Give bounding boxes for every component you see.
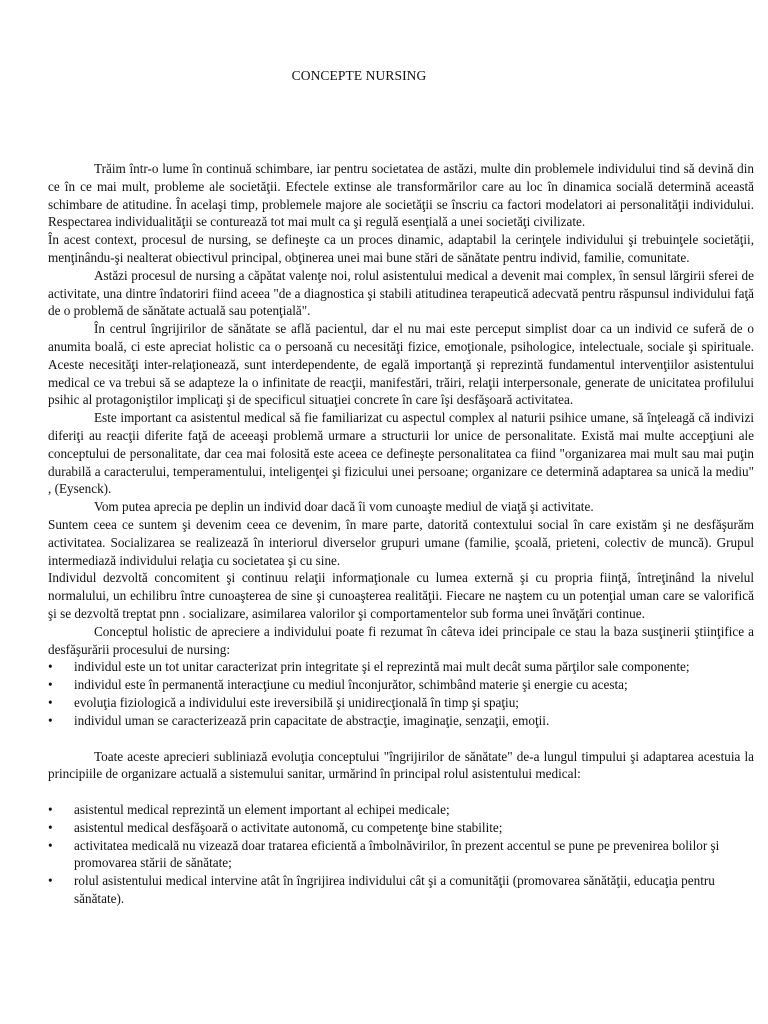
nurse-role-list [48, 801, 754, 908]
paragraph-9: Conceptul holistic de apreciere a individului poate fi rezumat în câteva idei principale ce stau la baza susţinerii ştiinţifice a desfăşurării procesului de nursing: [48, 623, 754, 657]
bullet-icon: • [48, 712, 53, 728]
bullet-icon: • [48, 837, 53, 853]
paragraph-2: În acest context, procesul de nursing, se defineşte ca un proces dinamic, adaptabil la cerinţele individului şi trebuinţele societăţii, menţinându-şi nealterat obiectivul principal, obţinerea unei mai bune stări de sănătate pentru individ, familie, comunitate. [48, 232, 754, 265]
paragraph-8: Individul dezvoltă concomitent şi continuu relaţii informaţionale cu lumea externă şi cu propria fiinţă, întreţinând la nivelul normalului, un echilibru între cunoaşterea de sine şi cunoaşterea realităţii. Fiecare ne naştem cu un potenţial uman care se valorifică şi se dezvoltă treptat pnn . socializare, asimilarea valorilor şi comportamentelor sub forma unei învăţări continue. [48, 570, 754, 621]
spacer [48, 783, 754, 801]
paragraph-6: Vom putea aprecia pe deplin un individ doar dacă îi vom cunoaşte mediul de viaţă şi activitate. [94, 499, 594, 515]
bullet-icon: • [48, 802, 53, 818]
bullet-icon: • [48, 873, 53, 889]
paragraph-3: Astăzi procesul de nursing a căpătat valenţe noi, rolul asistentului medical a devenit mai complex, în sensul lărgirii sferei de activitate, una dintre îndatoriri fiind aceea "de a diagnostica şi stabili atitudinea terapeutică adecvată pentru răspunsul individului faţă de o problemă de sănătate actuală sau potenţială". [48, 267, 754, 319]
bullet-icon: • [48, 694, 53, 710]
list-item-text: individul este în permanentă interacţiune cu mediul înconjurător, schimbând materie şi energie cu acesta; [74, 677, 628, 693]
principles-list [48, 658, 754, 729]
list-item [48, 694, 754, 712]
page-title: CONCEPTE NURSING [291, 68, 427, 83]
list-item-text: asistentul medical desfăşoară o activitate autonomă, cu competenţe bine stabilite; [74, 819, 503, 835]
document-body [48, 160, 754, 908]
list-item [48, 658, 754, 676]
paragraph-1: Trăim într-o lume în continuă schimbare, iar pentru societatea de astăzi, multe din problemele individului tind să devină din ce în ce mai mult, probleme ale societăţii. Efectele extinse ale transformărilor care au loc în dinamica socială determină această schimbare de atitudine. În acelaşi timp, problemele majore ale societăţii se înscriu ca factori modelatori ai personalităţii individului. Respectarea individualităţii se conturează tot mai mult ca şi regulă esenţială a unei societăţi civilizate. [48, 161, 754, 230]
paragraph-4: În centrul îngrijirilor de sănătate se află pacientul, dar el nu mai este perceput simplist doar ca un individ ce suferă de o anumita boală, ci este apreciat holistic ca o persoană cu necesităţi fizice, emoţionale, psihologice, intelectuale, sociale şi spirituale. Aceste necesităţi inter-relaţionează, sunt interdependente, de egală importanţă şi reprezintă fundamentul intervenţiilor asistentului medical ce va trebui să se adapteze la o infinitate de reacţii, manifestări, trăiri, relaţii interpersonale, generate de unicitatea profilului psihic al protagoniştilor implicaţi şi de specificul situaţiei concrete în care îşi desfăşoară activitatea. [48, 321, 754, 408]
list-item [48, 837, 754, 873]
list-item-text: rolul asistentului medical intervine atât în îngrijirea individului cât şi a comunităţii (promovarea sănătăţii, educaţia pentru sănătate). [74, 873, 715, 907]
bullet-icon: • [48, 819, 53, 835]
bullet-icon: • [48, 659, 53, 675]
list-item-text: asistentul medical reprezintă un element important al echipei medicale; [74, 802, 450, 818]
list-item [48, 712, 754, 730]
list-item-text: activitatea medicală nu vizează doar tratarea eficientă a îmbolnăvirilor, în prezent accentul se pune pe prevenirea bolilor şi promovarea stării de sănătate; [74, 837, 720, 871]
list-item-text: individul uman se caracterizează prin capacitate de abstracţie, imaginaţie, senzaţii, emoţii. [74, 712, 550, 728]
spacer [48, 730, 754, 748]
list-item [48, 872, 754, 908]
bullet-icon: • [48, 677, 53, 693]
list-item [48, 801, 754, 819]
paragraph-10: Toate aceste aprecieri subliniază evoluţia conceptului "îngrijirilor de sănătate" de-a lungul timpului şi adaptarea acestuia la principiile de organizare actuală a sistemului sanitar, urmărind în principal rolul asistentului medical: [48, 748, 754, 782]
paragraph-5: Este important ca asistentul medical să fie familiarizat cu aspectul complex al naturii psihice umane, să înţeleagă că indivizi diferiţi au reacţii diferite faţă de aceeaşi problemă urmare a structurii lor unice de personalitate. Există mai multe accepţiuni ale conceptului de personalitate, dar cea mai folosită este aceea ce defineşte personalitatea ca fiind "organizarea mai mult sau mai puţin durabilă a caracterului, temperamentului, inteligenţei şi fizicului unei persoane; organizare ce determină adaptarea sa unică la mediu" , (Eysenck). [48, 410, 754, 497]
list-item [48, 676, 754, 694]
paragraph-7: Suntem ceea ce suntem şi devenim ceea ce devenim, în mare parte, datorită contextului social în care existăm şi ne desfăşurăm activitatea. Socializarea se realizează în interiorul diverselor grupuri umane (familie, şcoală, prieteni, colectiv de muncă). Grupul intermediază individului relaţia cu societatea şi cu sine. [48, 516, 754, 568]
list-item [48, 819, 754, 837]
list-item-text: evoluţia fiziologică a individului este ireversibilă şi unidirecţională în timp şi spaţiu; [74, 694, 519, 710]
list-item-text: individul este un tot unitar caracterizat prin integritate şi el reprezintă mai mult decât suma părţilor sale componente; [74, 659, 690, 675]
